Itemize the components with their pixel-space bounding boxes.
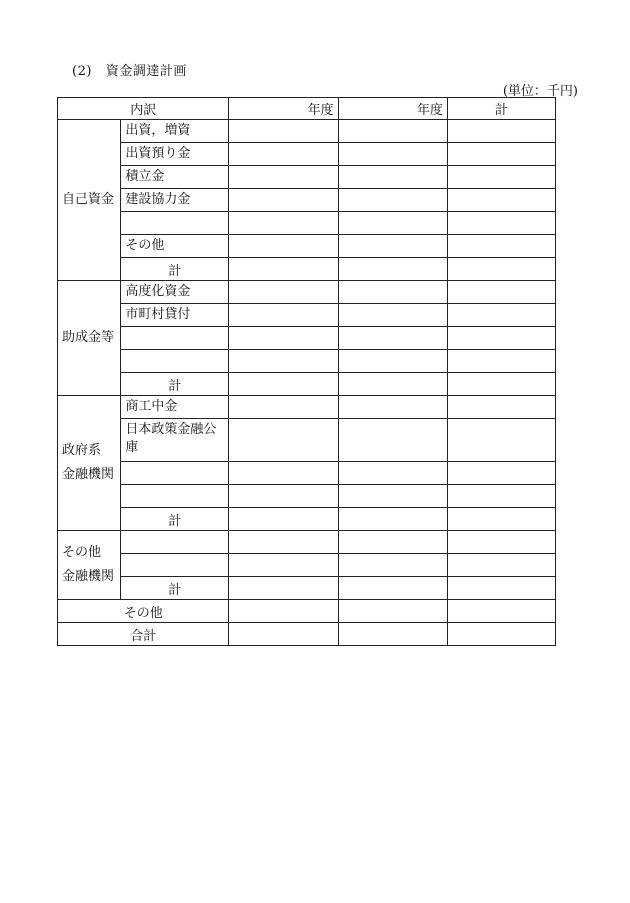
unit-note: (単位：千円) bbox=[502, 84, 578, 99]
cell-year2[interactable] bbox=[338, 485, 447, 508]
group-other-finance bbox=[58, 531, 121, 600]
table-row bbox=[58, 327, 556, 350]
funding-plan-table bbox=[57, 97, 556, 646]
cell-year2[interactable] bbox=[338, 143, 447, 166]
cell-total[interactable] bbox=[447, 419, 555, 462]
cell-year1[interactable] bbox=[229, 120, 338, 143]
cell-year2[interactable] bbox=[338, 235, 447, 258]
item-label[interactable] bbox=[121, 462, 229, 485]
subtotal-row bbox=[58, 373, 556, 396]
cell-year1[interactable] bbox=[229, 600, 338, 623]
item-label[interactable] bbox=[121, 350, 229, 373]
table-row bbox=[58, 166, 556, 189]
group-name-line: 金融機関 bbox=[62, 569, 115, 584]
cell-total[interactable] bbox=[447, 304, 555, 327]
cell-year1[interactable] bbox=[229, 508, 338, 531]
header-breakdown: 内訳 bbox=[58, 98, 229, 120]
cell-year1[interactable] bbox=[229, 258, 338, 281]
item-label: 高度化資金 bbox=[121, 281, 229, 304]
cell-total[interactable] bbox=[447, 508, 555, 531]
cell-year1[interactable] bbox=[229, 350, 338, 373]
header-total: 計 bbox=[447, 98, 555, 120]
cell-total[interactable] bbox=[447, 189, 555, 212]
cell-year2[interactable] bbox=[338, 577, 447, 600]
cell-year1[interactable] bbox=[229, 143, 338, 166]
subtotal-label: 計 bbox=[121, 577, 229, 600]
item-label: 積立金 bbox=[121, 166, 229, 189]
item-label: 出資預り金 bbox=[121, 143, 229, 166]
table-row bbox=[58, 350, 556, 373]
cell-total[interactable] bbox=[447, 327, 555, 350]
cell-year1[interactable] bbox=[229, 419, 338, 462]
cell-total[interactable] bbox=[447, 350, 555, 373]
cell-year2[interactable] bbox=[338, 281, 447, 304]
table-row bbox=[58, 212, 556, 235]
cell-total[interactable] bbox=[447, 143, 555, 166]
subtotal-row bbox=[58, 577, 556, 600]
cell-year2[interactable] bbox=[338, 554, 447, 577]
group-own-funds: 自己資金 bbox=[58, 120, 121, 281]
item-label[interactable] bbox=[121, 212, 229, 235]
item-label[interactable] bbox=[121, 531, 229, 554]
item-label: 出資，増資 bbox=[121, 120, 229, 143]
table-row bbox=[58, 120, 556, 143]
table-row bbox=[58, 281, 556, 304]
cell-year2[interactable] bbox=[338, 212, 447, 235]
cell-year1[interactable] bbox=[229, 189, 338, 212]
cell-year2[interactable] bbox=[338, 508, 447, 531]
grand-total-label: 合計 bbox=[58, 623, 229, 646]
cell-year1[interactable] bbox=[229, 304, 338, 327]
cell-year1[interactable] bbox=[229, 623, 338, 646]
cell-year1[interactable] bbox=[229, 462, 338, 485]
cell-year2[interactable] bbox=[338, 350, 447, 373]
table-row bbox=[58, 462, 556, 485]
header-year-2: 年度 bbox=[338, 98, 447, 120]
cell-year1[interactable] bbox=[229, 281, 338, 304]
cell-total[interactable] bbox=[447, 166, 555, 189]
cell-year2[interactable] bbox=[338, 462, 447, 485]
table-header-row bbox=[58, 98, 556, 120]
cell-year2[interactable] bbox=[338, 373, 447, 396]
cell-year1[interactable] bbox=[229, 485, 338, 508]
section-heading bbox=[72, 60, 187, 79]
cell-year2[interactable] bbox=[338, 419, 447, 462]
cell-year1[interactable] bbox=[229, 577, 338, 600]
cell-total[interactable] bbox=[447, 577, 555, 600]
cell-year2[interactable] bbox=[338, 166, 447, 189]
cell-year2[interactable] bbox=[338, 531, 447, 554]
other-label: その他 bbox=[58, 600, 229, 623]
table-row bbox=[58, 189, 556, 212]
cell-total[interactable] bbox=[447, 373, 555, 396]
table-row bbox=[58, 419, 556, 462]
group-name-line: 金融機関 bbox=[62, 467, 115, 482]
table-row bbox=[58, 235, 556, 258]
group-name-line: その他 bbox=[62, 545, 102, 560]
cell-year2[interactable] bbox=[338, 623, 447, 646]
cell-total[interactable] bbox=[447, 600, 555, 623]
item-label[interactable] bbox=[121, 554, 229, 577]
item-label[interactable] bbox=[121, 485, 229, 508]
cell-year1[interactable] bbox=[229, 235, 338, 258]
table-row bbox=[58, 485, 556, 508]
cell-total[interactable] bbox=[447, 554, 555, 577]
section-title: 資金調達計画 bbox=[105, 64, 187, 79]
grand-total-row bbox=[58, 623, 556, 646]
table-row bbox=[58, 304, 556, 327]
cell-year2[interactable] bbox=[338, 396, 447, 419]
cell-year2[interactable] bbox=[338, 600, 447, 623]
subtotal-row bbox=[58, 258, 556, 281]
cell-year1[interactable] bbox=[229, 212, 338, 235]
item-label: 日本政策金融公庫 bbox=[121, 419, 229, 462]
cell-year2[interactable] bbox=[338, 120, 447, 143]
cell-year2[interactable] bbox=[338, 258, 447, 281]
cell-total[interactable] bbox=[447, 258, 555, 281]
group-subsidies: 助成金等 bbox=[58, 281, 121, 396]
cell-total[interactable] bbox=[447, 485, 555, 508]
item-label[interactable] bbox=[121, 327, 229, 350]
cell-total[interactable] bbox=[447, 623, 555, 646]
cell-total[interactable] bbox=[447, 281, 555, 304]
item-label: 商工中金 bbox=[121, 396, 229, 419]
cell-year2[interactable] bbox=[338, 327, 447, 350]
table-row bbox=[58, 143, 556, 166]
cell-total[interactable] bbox=[447, 212, 555, 235]
subtotal-row bbox=[58, 508, 556, 531]
item-label: 市町村貸付 bbox=[121, 304, 229, 327]
cell-total[interactable] bbox=[447, 235, 555, 258]
cell-total[interactable] bbox=[447, 462, 555, 485]
group-government-finance bbox=[58, 396, 121, 531]
group-name-line: 政府系 bbox=[62, 443, 102, 458]
subtotal-label: 計 bbox=[121, 258, 229, 281]
cell-year1[interactable] bbox=[229, 166, 338, 189]
cell-year1[interactable] bbox=[229, 327, 338, 350]
item-label: 建設協力金 bbox=[121, 189, 229, 212]
other-row bbox=[58, 600, 556, 623]
cell-total[interactable] bbox=[447, 120, 555, 143]
cell-total[interactable] bbox=[447, 396, 555, 419]
table-row bbox=[58, 554, 556, 577]
cell-year1[interactable] bbox=[229, 373, 338, 396]
subtotal-label: 計 bbox=[121, 508, 229, 531]
cell-year1[interactable] bbox=[229, 396, 338, 419]
table-row bbox=[58, 531, 556, 554]
cell-year1[interactable] bbox=[229, 531, 338, 554]
item-label: その他 bbox=[121, 235, 229, 258]
subtotal-label: 計 bbox=[121, 373, 229, 396]
cell-year1[interactable] bbox=[229, 554, 338, 577]
header-year-1: 年度 bbox=[229, 98, 338, 120]
cell-year2[interactable] bbox=[338, 304, 447, 327]
cell-total[interactable] bbox=[447, 531, 555, 554]
section-number: (2) bbox=[72, 64, 92, 79]
cell-year2[interactable] bbox=[338, 189, 447, 212]
table-row bbox=[58, 396, 556, 419]
